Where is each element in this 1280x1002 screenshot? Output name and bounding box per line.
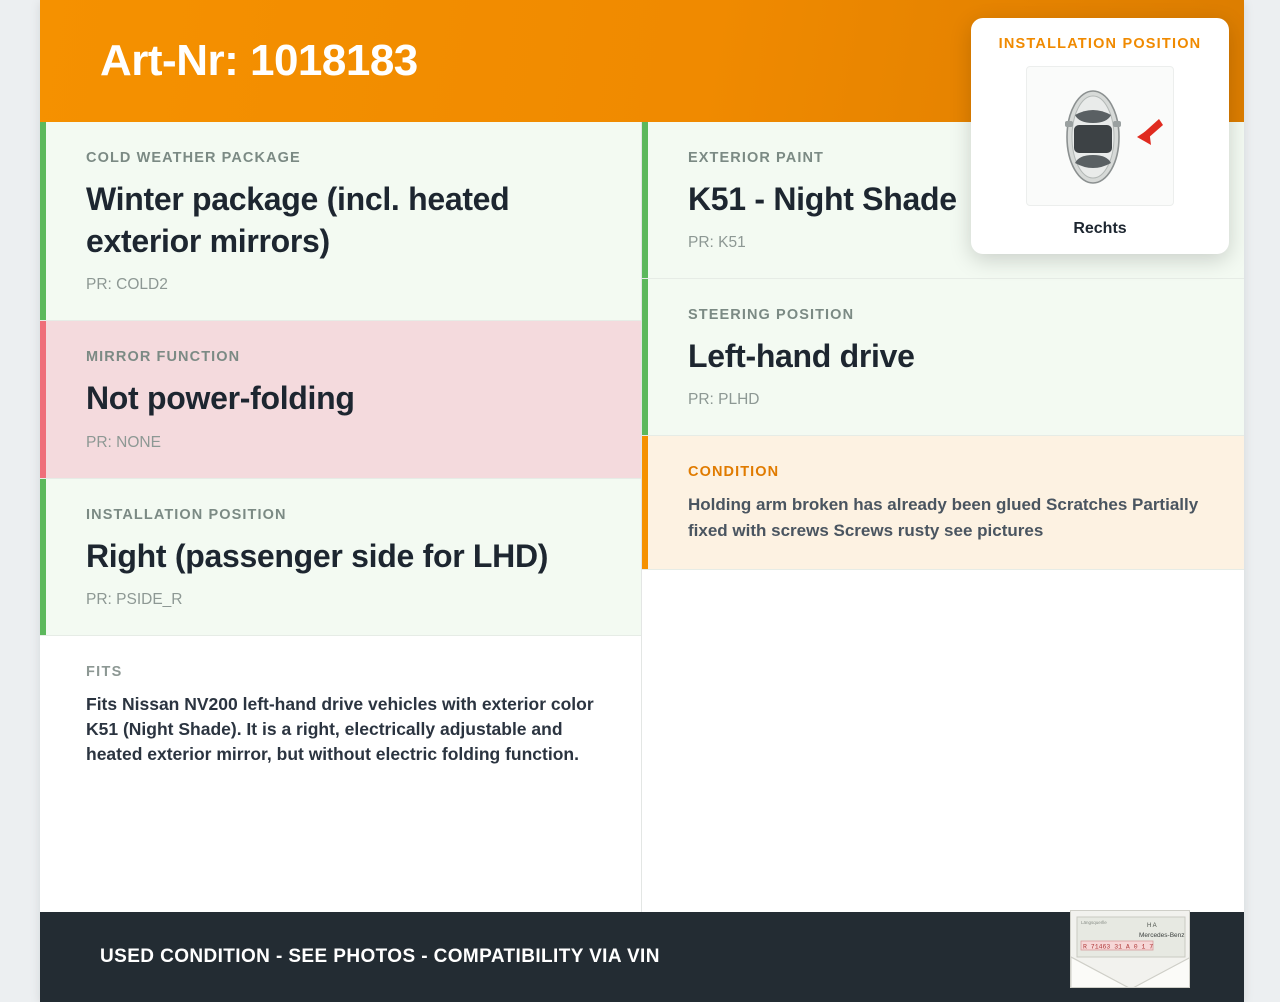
spec-pr-code: PR: PSIDE_R — [86, 590, 183, 608]
spec-mirror-function — [40, 321, 641, 478]
spec-label: INSTALLATION POSITION — [86, 506, 287, 523]
envelope-stamp-icon — [1070, 910, 1190, 988]
spec-pr-code: PR: K51 — [688, 234, 746, 252]
svg-text:H A: H A — [1147, 923, 1157, 929]
spec-label: COLD WEATHER PACKAGE — [86, 150, 301, 166]
spec-value: Winter package (incl. heated exterior mirrors) — [86, 181, 510, 260]
spec-value: Not power-folding — [86, 380, 355, 417]
spec-condition — [642, 436, 1244, 570]
svg-text:R 71463 31 A 0 1 7: R 71463 31 A 0 1 7 — [1083, 943, 1154, 951]
spec-label: FITS — [86, 663, 123, 680]
spec-value: Left-hand drive — [688, 338, 915, 375]
spec-label: EXTERIOR PAINT — [688, 150, 824, 166]
spec-value: Right (passenger side for LHD) — [86, 537, 549, 574]
spec-cold-weather-package — [40, 122, 641, 321]
svg-text:Mercedes-Benz: Mercedes-Benz — [1139, 932, 1185, 939]
spec-steering-position — [642, 279, 1244, 436]
spec-pr-code: PR: COLD2 — [86, 276, 168, 294]
badge-title: INSTALLATION POSITION — [998, 36, 1202, 52]
specs-column-left — [40, 122, 642, 912]
spec-label: CONDITION — [688, 464, 780, 481]
spec-pr-code: PR: NONE — [86, 433, 161, 451]
spec-label: STEERING POSITION — [688, 307, 855, 324]
fits-text: Fits Nissan NV200 left-hand drive vehicles with exterior color K51 (Night Shade). It is a right, electrically adjustable and heated exterior mirror, but without electric folding function. — [86, 693, 594, 764]
card-footer — [40, 912, 1244, 1002]
svg-text:Längsquerlle: Längsquerlle — [1081, 920, 1107, 925]
spec-value: K51 - Night Shade — [688, 181, 957, 217]
listing-card — [40, 0, 1244, 1002]
installation-position-badge — [971, 18, 1229, 254]
footer-text: USED CONDITION - SEE PHOTOS - COMPATIBILITY VIA VIN — [100, 946, 660, 967]
spec-pr-code: PR: PLHD — [688, 391, 760, 409]
spec-label: MIRROR FUNCTION — [86, 349, 241, 366]
car-top-view-with-arrow-icon — [1026, 66, 1174, 206]
page-title: Art-Nr: 1018183 — [100, 36, 418, 85]
spec-installation-position — [40, 479, 641, 636]
spec-fits — [40, 636, 641, 793]
badge-caption: Rechts — [1073, 220, 1127, 237]
condition-text: Holding arm broken has already been glued Scratches Partially fixed with screws Screws rusty see pictures — [688, 495, 1199, 540]
